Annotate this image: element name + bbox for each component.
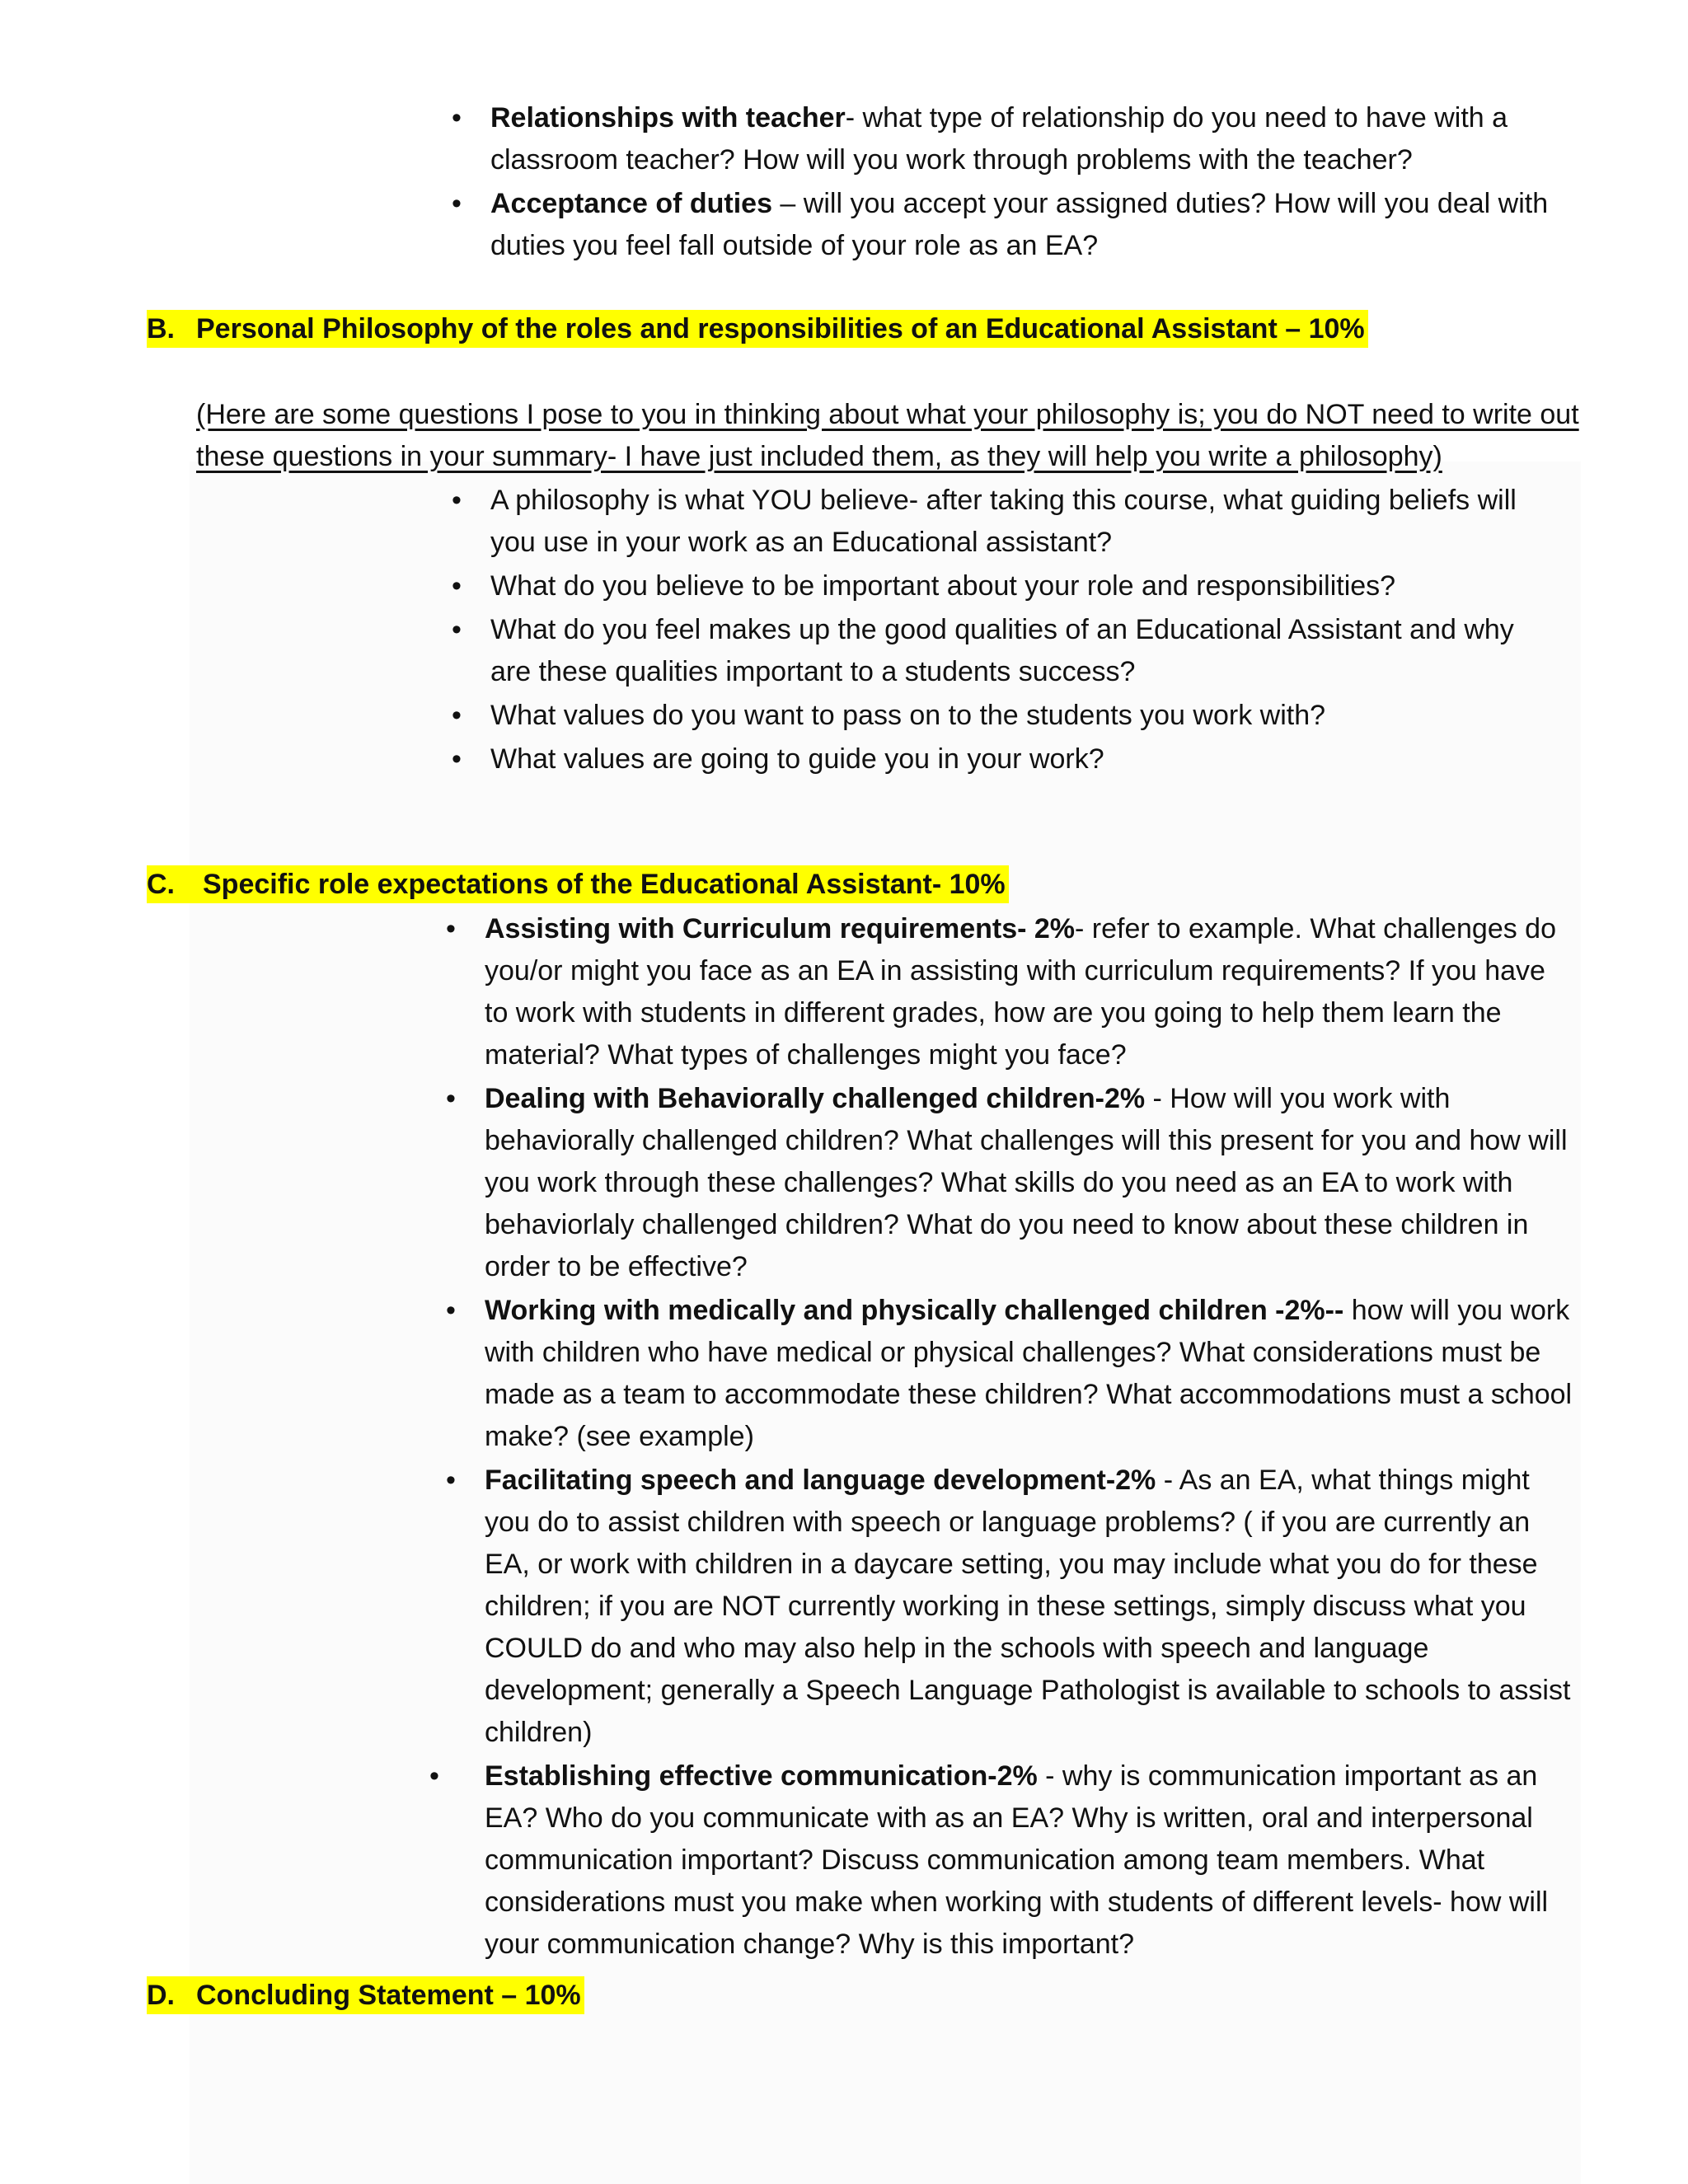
section-c-list <box>429 908 1573 1966</box>
item-text: - why is communication important as an EA? Who do you communicate with as an EA? Why is written, oral and interpersonal communication important? Discuss communication among team members. What considerations must you make when working with students of different levels- how will your communication change? Why is this important? <box>485 1760 1549 1960</box>
bullet-icon: • <box>452 570 462 602</box>
section-title: Concluding Statement – 10% <box>196 1980 581 2011</box>
item-bold-lead: Facilitating speech and language development-2% <box>485 1465 1156 1496</box>
item-text: What do you believe to be important about your role and responsibilities? <box>490 570 1396 602</box>
list-item <box>452 695 1562 737</box>
item-text: - How will you work with behaviorally challenged children? What challenges will this present for you and how will you work through these challenges? What skills do you need as an EA to work with behaviorlaly challenged children? What do you need to know about these children in order to be effective? <box>485 1083 1568 1282</box>
section-title: Personal Philosophy of the roles and responsibilities of an Educational Assistant – 10% <box>196 313 1365 344</box>
bullet-icon: • <box>452 743 462 775</box>
item-text: – will you accept your assigned duties? How will you deal with duties you feel fall outside of your role as an EA? <box>490 188 1549 261</box>
bullet-icon: • <box>446 1083 456 1114</box>
section-title: Specific role expectations of the Educational Assistant- 10% <box>203 869 1006 900</box>
list-item <box>452 609 1562 693</box>
item-text: - refer to example. What challenges do you/or might you face as an EA in assisting with curriculum requirements? If you have to work with students in different grades, how are you going to help them learn the material? What types of challenges might you face? <box>485 913 1556 1071</box>
bullet-icon: • <box>452 485 462 516</box>
bullet-icon: • <box>452 188 462 219</box>
list-item <box>452 97 1562 181</box>
item-bold-lead: Establishing effective communication-2% <box>485 1760 1038 1792</box>
section-d-heading <box>147 1976 584 2014</box>
list-item <box>452 738 1562 780</box>
list-item <box>446 1290 1573 1458</box>
bullet-icon: • <box>446 1465 456 1496</box>
item-text: - As an EA, what things might you do to assist children with speech or language problems? ( if you are currently an EA, or work with children in a daycare setting, you may include what you do for these children; if you are NOT currently working in these settings, simply discuss what you COULD do and who may also help in the schools with speech and language development; generally a Speech Language Pathologist is available to schools to assist children) <box>485 1465 1571 1748</box>
section-c-heading <box>147 865 1009 903</box>
section-letter: B. <box>147 313 175 344</box>
item-bold-lead: Acceptance of duties <box>490 188 772 219</box>
item-bold-lead: Dealing with Behaviorally challenged children-2% <box>485 1083 1146 1114</box>
section-letter: C. <box>147 869 175 900</box>
list-item <box>452 565 1562 607</box>
item-text: What do you feel makes up the good qualities of an Educational Assistant and why are these qualities important to a students success? <box>490 614 1514 687</box>
section-letter: D. <box>147 1980 175 2011</box>
bullet-icon: • <box>452 700 462 731</box>
bullet-icon: • <box>446 913 456 944</box>
bullet-icon: • <box>452 614 462 645</box>
section-b-list <box>452 480 1562 780</box>
bullet-icon: • <box>429 1760 439 1792</box>
list-item <box>446 1460 1573 1754</box>
item-text: What values are going to guide you in your work? <box>490 743 1104 775</box>
top-bullet-list <box>452 97 1562 267</box>
section-b-heading <box>147 310 1368 348</box>
item-text: - what type of relationship do you need to have with a classroom teacher? How will you work through problems with the teacher? <box>490 102 1508 176</box>
item-text: how will you work with children who have medical or physical challenges? What considerations must be made as a team to accommodate these children? What accommodations must a school make? (see example) <box>485 1295 1573 1452</box>
item-bold-lead: Relationships with teacher <box>490 102 846 134</box>
section-b-intro: (Here are some questions I pose to you in thinking about what your philosophy is; you do NOT need to write out these questions in your summary- I have just included them, as they will help you write a philosophy) <box>196 399 1579 472</box>
item-bold-lead: Assisting with Curriculum requirements- 2% <box>485 913 1076 944</box>
list-item <box>452 183 1562 267</box>
bullet-icon: • <box>452 102 462 134</box>
item-text: A philosophy is what YOU believe- after taking this course, what guiding beliefs will you use in your work as an Educational assistant? <box>490 485 1517 558</box>
list-item <box>446 908 1573 1076</box>
list-item <box>452 480 1562 564</box>
bullet-icon: • <box>446 1295 456 1326</box>
list-item <box>429 1755 1573 1966</box>
item-text: What values do you want to pass on to the students you work with? <box>490 700 1326 731</box>
item-bold-lead: Working with medically and physically challenged children -2%-- <box>485 1295 1344 1326</box>
list-item <box>446 1078 1573 1288</box>
